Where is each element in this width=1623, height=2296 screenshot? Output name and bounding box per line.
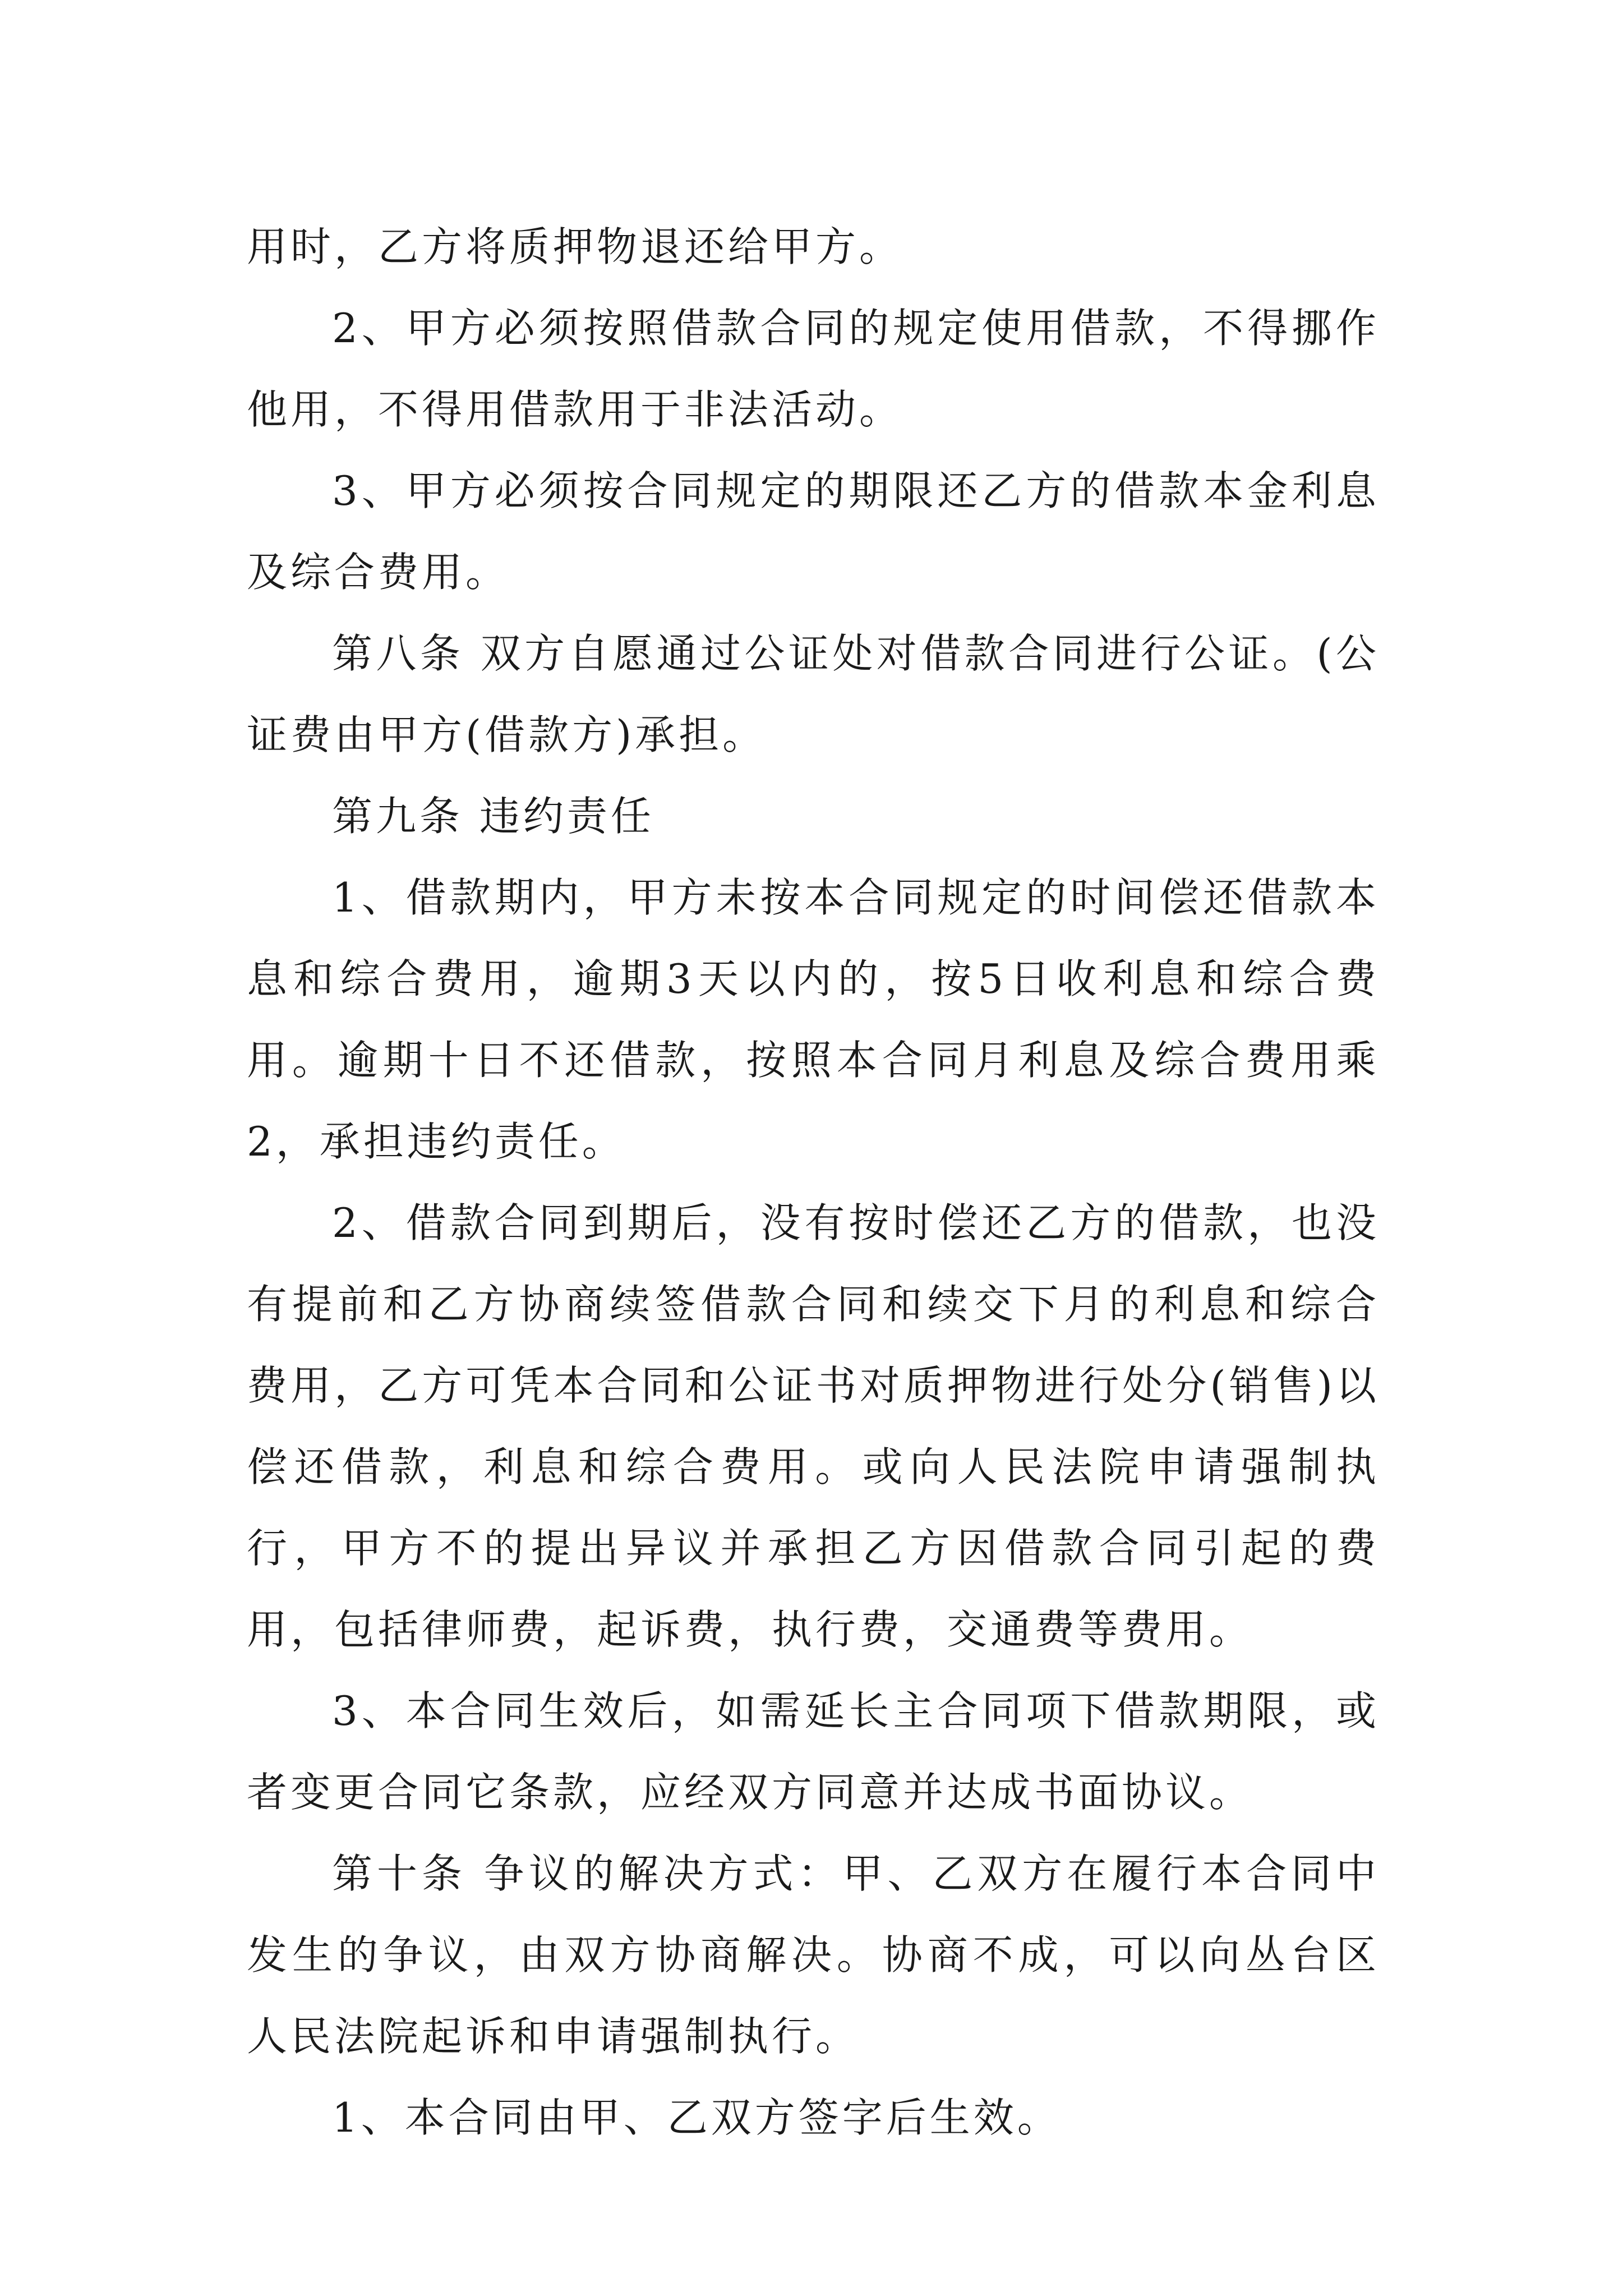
paragraph-continuation: 用时，乙方将质押物退还给甲方。 xyxy=(247,223,903,270)
paragraph-effective: 1、本合同由甲、乙双方签字后生效。 xyxy=(332,2094,1061,2141)
paragraph-breach-1: 1、借款期内，甲方未按本合同规定的时间偿还借款本息和综合费用，逾期3天以内的，按5日收利息和综合费用。逾期十日不还借款，按照本合同月利息及综合费用乘2，承担违约责任。 xyxy=(247,874,1380,1165)
document-body xyxy=(247,206,1380,2159)
paragraph-clause-3: 3、甲方必须按合同规定的期限还乙方的借款本金利息及综合费用。 xyxy=(247,467,1380,596)
paragraph-breach-3: 3、本合同生效后，如需延长主合同项下借款期限，或者变更合同它条款，应经双方同意并达成书面协议。 xyxy=(247,1687,1380,1816)
paragraph-article-8: 第八条 双方自愿通过公证处对借款合同进行公证。(公证费由甲方(借款方)承担。 xyxy=(247,630,1380,758)
paragraph-article-10: 第十条 争议的解决方式：甲、乙双方在履行本合同中发生的争议，由双方协商解决。协商不成，可以向丛台区人民法院起诉和申请强制执行。 xyxy=(247,1850,1380,2060)
paragraph-clause-2: 2、甲方必须按照借款合同的规定使用借款，不得挪作他用，不得用借款用于非法活动。 xyxy=(247,305,1380,433)
heading-article-9: 第九条 违约责任 xyxy=(332,793,654,840)
paragraph-breach-2: 2、借款合同到期后，没有按时偿还乙方的借款，也没有提前和乙方协商续签借款合同和续交下月的利息和综合费用，乙方可凭本合同和公证书对质押物进行处分(销售)以偿还借款，利息和综合费用。或向人民法院申请强制执行，甲方不的提出异议并承担乙方因借款合同引起的费用，包括律师费，起诉费，执行费，交通费等费用。 xyxy=(247,1199,1380,1653)
